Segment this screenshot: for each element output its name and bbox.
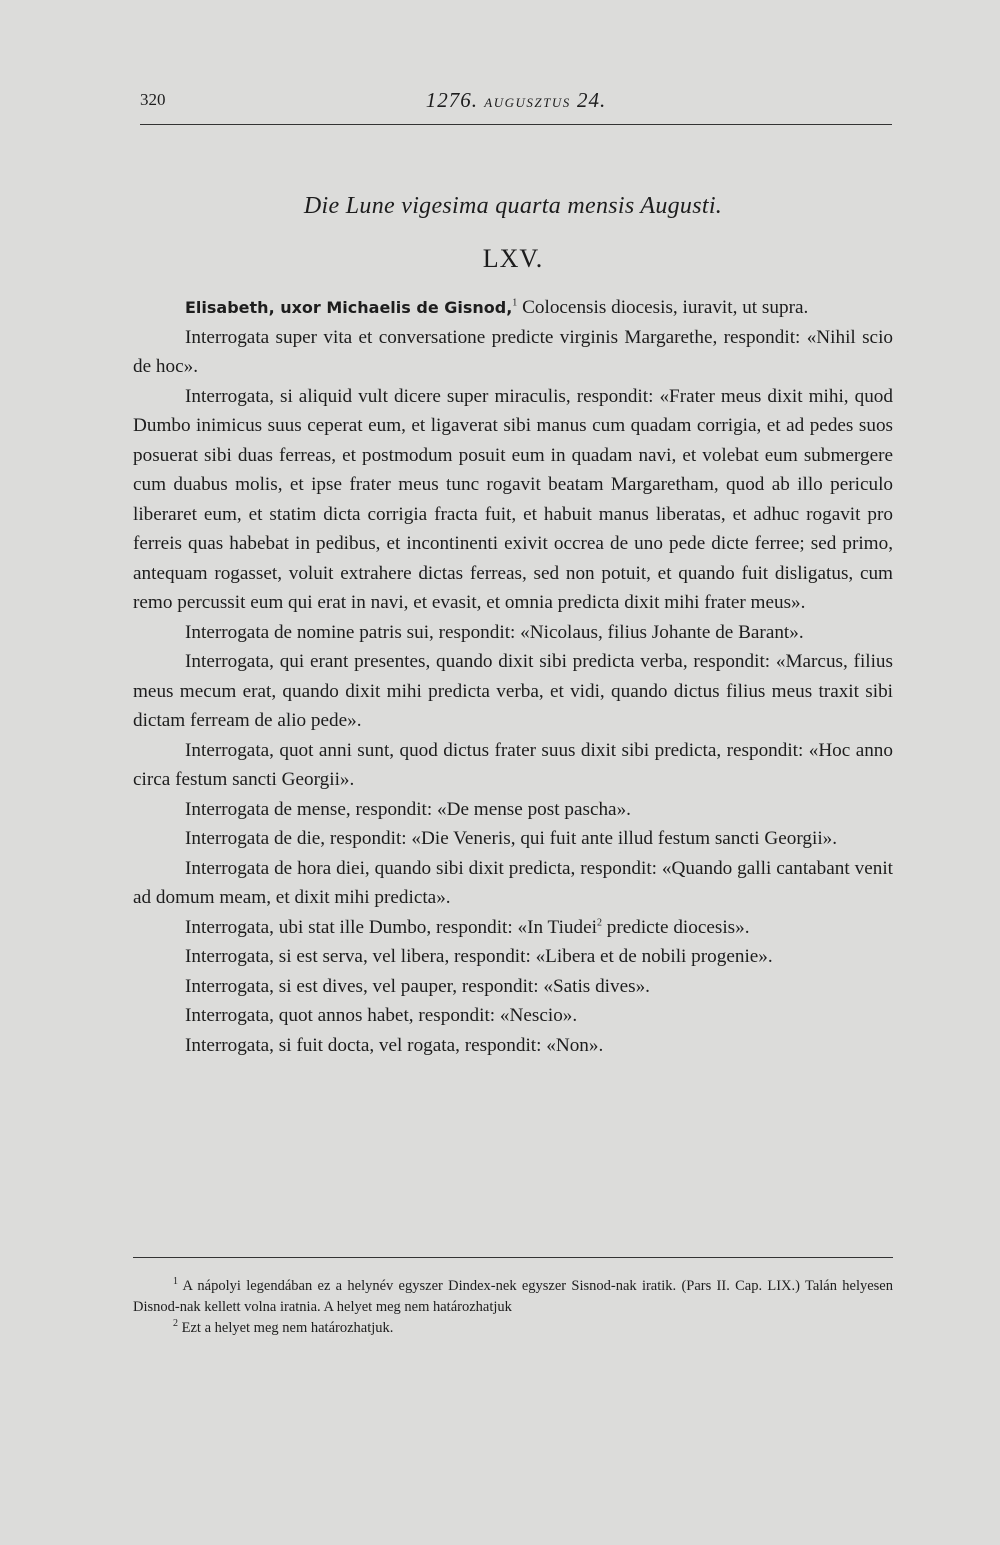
page-number: 320 [140,90,166,109]
paragraph-4: Interrogata, qui erant presentes, quando dixit sibi predicta verba, respondit: «Marcus, filius meus mecum erat, quando dixit mihi predicta verba, et vidi, quando dictus filius meus traxit sibi dictam ferream de alio pede». [133,651,893,731]
running-head-month: AUGUSZTUS [484,95,571,110]
footnote-2-text: Ezt a helyet meg nem határozhatjuk. [178,1320,394,1336]
paragraph-1: Interrogata super vita et conversatione predicte virginis Margarethe, respondit: «Nihil scio de hoc». [133,326,893,377]
running-head-day: 24. [576,88,607,112]
footnotes [133,1276,893,1339]
paragraph-10: Interrogata, si est serva, vel libera, respondit: «Libera et de nobili progenie». [185,946,773,967]
footnote-1 [133,1276,893,1318]
paragraph-13: Interrogata, si fuit docta, vel rogata, respondit: «Non». [185,1034,604,1056]
paragraph-2: Interrogata, si aliquid vult dicere super miraculis, respondit: «Frater meus dixit mihi, quod Dumbo inimicus suus ceperat eum, et ligaverat sibi manus cum quadam corrigia, et ad pedes suos posuerat sibi duas ferreas, et postmodum posuit eum in quadam navi, et volebat eum submergere cum duabus molis, et ipse frater meus tunc rogavit beatam Margaretham, quod ab illo periculo liberaret eum, et statim dicta corrigia fracta fuit, et habuit manus liberatas, et adhuc rogavit pro ferreis quas habebat in pedibus, et incontinenti exivit occrea de uno pede dicte ferree; sed primo, antequam rogasset, voluit extrahere dictas ferreas, sed non potuit, et quando fuit disligatus, cum remo percussit eum qui erat in navi, et evasit, et omnia predicta dixit mihi frater meus». [133,385,893,613]
running-head-date [140,88,892,113]
footnote-ref-1: 1 [512,297,518,309]
header-rule [140,124,892,125]
paragraph-7: Interrogata de die, respondit: «Die Veneris, qui fuit ante illud festum sancti Georgii». [185,828,838,849]
running-head [140,90,892,120]
footnote-1-marker: 1 [173,1276,178,1288]
witness-name: Elisabeth, uxor Michaelis de Gisnod, [185,298,513,317]
paragraph-9-text: Interrogata, ubi stat ille Dumbo, respondit: «In Tiudei [185,916,597,938]
document-date-line: Die Lune vigesima quarta mensis Augusti. [303,193,723,219]
footnote-2-marker: 2 [173,1318,178,1330]
paragraph-8: Interrogata de hora diei, quando sibi dixit predicta, respondit: «Quando galli cantabant venit ad domum meam, et dixit mihi predicta». [133,857,893,908]
running-head-year: 1276. [425,88,479,112]
paragraph-9 [133,913,893,943]
footnote-2 [133,1318,893,1339]
document-number: LXV. [482,244,544,273]
main-text [133,293,893,1060]
witness-paragraph [133,293,893,323]
paragraph-6: Interrogata de mense, respondit: «De mense post pascha». [185,798,631,820]
footnote-rule [133,1257,893,1258]
footnote-ref-2: 2 [596,917,602,929]
witness-text: Colocensis diocesis, iuravit, ut supra. [517,297,809,318]
paragraph-5: Interrogata, quot anni sunt, quod dictus frater suus dixit sibi predicta, respondit: «Hoc anno circa festum sancti Georgii». [133,739,893,790]
paragraph-9-rest: predicte diocesis». [601,916,750,938]
paragraph-12: Interrogata, quot annos habet, respondit: «Nescio». [185,1005,578,1026]
paragraph-11: Interrogata, si est dives, vel pauper, respondit: «Satis dives». [185,975,650,997]
paragraph-3: Interrogata de nomine patris sui, respondit: «Nicolaus, filius Johante de Barant». [185,621,804,643]
footnote-1-text: A nápolyi legendában ez a helynév egyszer Dindex-nek egyszer Sisnod-nak iratik. (Pars II. Cap. LIX.) Talán helyesen Disnod-nak kellett volna iratnia. A helyet meg nem határozhatjuk [133,1278,893,1315]
